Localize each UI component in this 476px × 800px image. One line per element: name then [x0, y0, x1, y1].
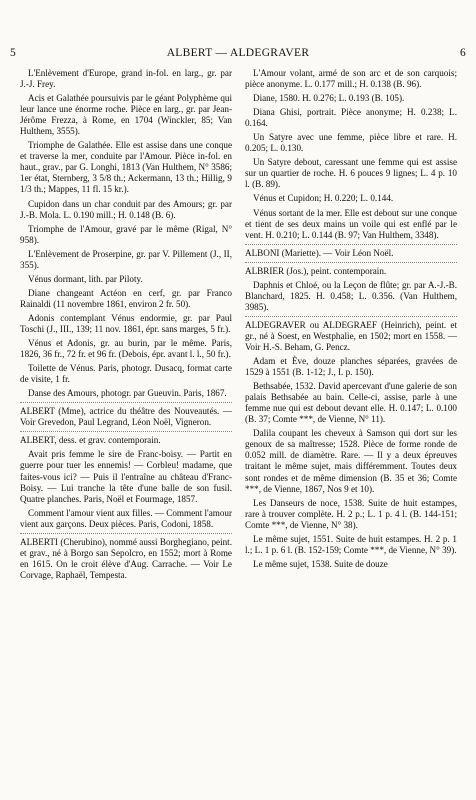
artist-heading: ALBERTI (Cherubino), nommé aussi Borghegiano, peint. et grav., né à Borgo san Sepolcro, en 1552; mort à Rome en 1615. On le croit élève d'Aug. Carrache. — Voir Le Corvage, Raphaël, Tempesta.: [20, 536, 232, 580]
catalogue-entry: Bethsabée, 1532. David apercevant d'une galerie de son palais Bethsabée au bain. Celle-ci, assise, parle à une femme nue qui est debout devant elle. H. 0.147; L. 0.100 (B. 37; Comte ***, de Vienne, N° 11).: [245, 381, 457, 425]
catalogue-entry: L'Enlèvement d'Europe, grand in-fol. en larg., gr. par J.-J. Frey.: [20, 68, 232, 90]
section-divider: [245, 316, 457, 317]
section-divider: [20, 533, 232, 534]
section-divider: [245, 244, 457, 245]
catalogue-entry: Toilette de Vénus. Paris, photogr. Dusacq, format carte de visite, 1 fr.: [20, 363, 232, 385]
artist-heading: ALBRIER (Jos.), peint. contemporain.: [245, 265, 387, 276]
catalogue-entry: Acis et Galathée poursuivis par le géant Polyphème qui leur lance une énorme roche. Pièce en larg., gr. par Jean-Jérôme Frezza, à Rome, en 1704 (Winckler, 85; Van Hulthem, 3555).: [20, 93, 232, 137]
header-title: ALBERT — ALDEGRAVER: [166, 47, 310, 59]
catalogue-entry: Avait pris femme le sire de Franc-boisy. — Partit en guerre pour tuer les ennemis! — Corbleu! madame, que faites-vous ici? — Puis il l'entraîne au château d'Franc-Boisy. — Lui tranche la tête d'une balle de son fusil. Quatre planches. Paris, Noël et Fourmage, 1857.: [20, 449, 232, 504]
page-number-right: 6: [459, 47, 466, 59]
catalogue-entry: Cupidon dans un char conduit par des Amours; gr. par J.-B. Mola. L. 0.190 mill.; H. 0.148 (B. 6).: [20, 198, 232, 220]
right-column: [245, 68, 457, 573]
section-divider: [20, 402, 232, 403]
catalogue-entry: Vénus sortant de la mer. Elle est debout sur une conque et tient de ses deux mains un voile qui est enflé par le vent. H. 0.210; L. 0.144 (B. 97; Van Hulthem, 3348).: [245, 207, 457, 240]
catalogue-entry: Danse des Amours, photogr. par Gueuvin. Paris, 1867.: [28, 388, 227, 399]
catalogue-entry: Diane, 1580. H. 0.276; L. 0.193 (B. 105).: [253, 93, 405, 104]
catalogue-entry: Le même sujet, 1551. Suite de huit estampes. H. 2 p. 1 l.; L. 1 p. 6 l. (B. 152-159; Comte ***, de Vienne, N° 39).: [245, 533, 457, 555]
catalogue-entry: Adam et Ève, douze planches séparées, gravées de 1529 à 1551 (B. 1-12; J., I. p. 150).: [245, 356, 457, 378]
artist-heading: ALBERT, dess. et grav. contemporain.: [20, 435, 161, 446]
catalogue-entry: Dalila coupant les cheveux à Samson qui dort sur les genoux de sa maîtresse; 1528. Pièce de forme ronde de 0.052 mill. de diamètre. Rare. — Il y a deux épreuves traitant le même sujet, mais différemment. Toutes deux sont rondes et de même dimension (B. 35 et 36; Comte ***, de Vienne, 1867, Nos 9 et 10).: [245, 428, 457, 494]
running-header: [0, 47, 476, 63]
catalogue-entry: Triomphe de Galathée. Elle est assise dans une conque et traverse la mer, conduite par l'Amour. Pièce in-fol. en haut., grav., par G. Longhi, 1813 (Van Hulthem, N° 3586; 1er état, Sternberg, 3 5/8 th.; Ackermann, 13 th.; Hillig, 9 1/3 th.; Mappes, 11 fl. 15 kr.).: [20, 140, 232, 195]
catalogue-entry: Adonis contemplant Vénus endormie, gr. par Paul Toschi (J., III., 139; 11 nov. 1861, épr. sans marges, 5 fr.).: [20, 312, 232, 334]
catalogue-entry: Vénus dormant, lith. par Piloty.: [28, 273, 143, 284]
catalogue-entry: Vénus et Cupidon; H. 0.220; L. 0.144.: [253, 193, 394, 204]
section-divider: [20, 431, 232, 432]
catalogue-entry: Un Satyre avec une femme, pièce libre et rare. H. 0.205; L. 0.130.: [245, 132, 457, 154]
artist-heading: ALDEGRAVER ou ALDEGRAEF (Heinrich), peint. et gr., né à Soest, en Westphalie, en 1502; mort en 1558. — Voir H.-S. Beham, G. Pencz.: [245, 319, 457, 352]
catalogue-entry: Daphnis et Chloé, ou la Leçon de flûte; gr. par A.-J.-B. Blanchard, 1825. H. 0.458; L. 0.356. (Van Hulthem, 3985).: [245, 279, 457, 312]
artist-heading: ALBONI (Mariette). — Voir Léon Noël.: [245, 247, 394, 258]
section-divider: [245, 262, 457, 263]
catalogue-entry: Vénus et Adonis, gr. au burin, par le même. Paris, 1826, 36 fr., 72 fr. et 96 fr. (Debois, épr. avant l. l., 50 fr.).: [20, 338, 232, 360]
catalogue-entry: Un Satyre debout, caressant une femme qui est assise sur un quartier de roche. H. 6 pouces 9 lignes; L. 4 p. 10 l. (B. 89).: [245, 157, 457, 190]
catalogue-entry: Le même sujet, 1538. Suite de douze: [253, 558, 388, 569]
catalogue-entry: Diana Ghisi, portrait. Pièce anonyme; H. 0.238; L. 0.164.: [245, 107, 457, 129]
catalogue-entry: Les Danseurs de noce, 1538. Suite de huit estampes, rare à trouver complète. H. 2 p.; L. 1 p. 4 l. (B. 144-151; Comte ***, de Vienne, N° 38).: [245, 497, 457, 530]
left-column: [20, 68, 232, 584]
catalogue-entry: L'Amour volant, armé de son arc et de son carquois; pièce anonyme. L. 0.177 mill.; H. 0.138 (B. 96).: [245, 68, 457, 90]
artist-heading: ALBERT (Mme), actrice du théâtre des Nouveautés. — Voir Grevedon, Paul Legrand, Léon Noël, Vigneron.: [20, 406, 232, 428]
catalogue-entry: L'Enlèvement de Proserpine, gr. par V. Pillement (J., II, 355).: [20, 248, 232, 270]
page-number-left: 5: [10, 47, 17, 59]
catalogue-entry: Diane changeant Actéon en cerf, gr. par Franco Rainaldi (11 novembre 1861, environ 2 fr. 50).: [20, 287, 232, 309]
catalogue-entry: Comment l'amour vient aux filles. — Comment l'amour vient aux garçons. Deux pièces. Paris, Codoni, 1858.: [20, 507, 233, 529]
catalogue-entry: Triomphe de l'Amour, gravé par le même (Rigal, N° 958).: [20, 223, 232, 245]
